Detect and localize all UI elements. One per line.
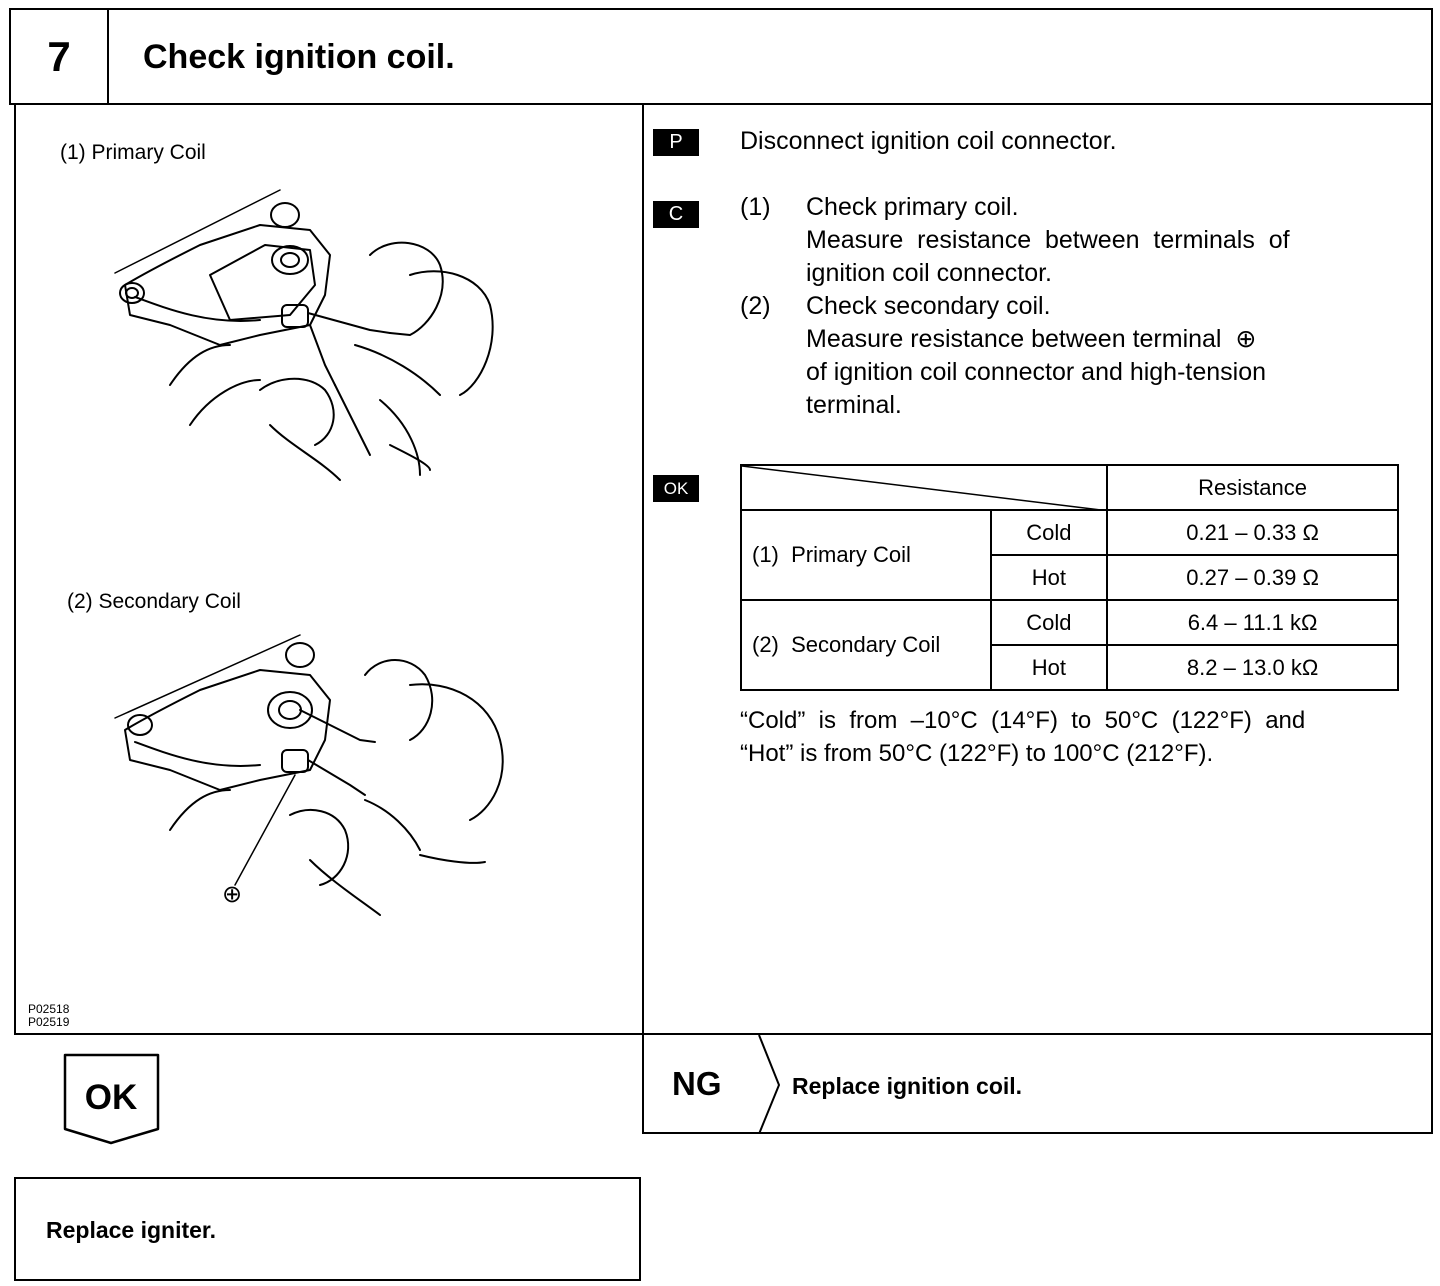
ok-badge: OK — [653, 475, 699, 502]
row-label: (2) Secondary Coil — [741, 600, 991, 690]
step-line: of ignition coil connector and high-tension — [806, 358, 1267, 386]
ok-action-text: Replace igniter. — [46, 1217, 217, 1243]
p-badge: P — [653, 129, 699, 156]
value-cell: 8.2 – 13.0 kΩ — [1107, 645, 1398, 690]
temperature-note: “Cold” is from –10°C (14°F) to 50°C (122°F) and — [740, 707, 1306, 734]
secondary-coil-label: (2) Secondary Coil — [67, 590, 241, 613]
ok-result-label: OK — [84, 1078, 138, 1117]
c-badge: C — [653, 201, 699, 228]
value-cell: 0.21 – 0.33 Ω — [1107, 510, 1398, 555]
primary-coil-label: (1) Primary Coil — [60, 141, 206, 164]
secondary-coil-illustration — [110, 630, 540, 930]
figure-code: P02519 — [28, 1015, 70, 1029]
resistance-table — [740, 464, 1399, 691]
ng-result-label: NG — [672, 1065, 722, 1102]
p-instruction: Disconnect ignition coil connector. — [740, 127, 1117, 155]
row-label: (1) Primary Coil — [741, 510, 991, 600]
step-title-box — [107, 8, 1433, 105]
table-header-resistance: Resistance — [1107, 465, 1398, 510]
step-number: 7 — [47, 32, 71, 80]
step-num: (2) — [740, 292, 771, 320]
step-line: Check secondary coil. — [806, 292, 1051, 320]
step-line: Measure resistance between terminals of — [806, 226, 1290, 254]
step-line: Measure resistance between terminal ⊕ — [806, 325, 1257, 353]
condition-cell: Cold — [991, 600, 1108, 645]
step-title: Check ignition coil. — [143, 38, 455, 76]
condition-cell: Cold — [991, 510, 1108, 555]
primary-coil-illustration — [110, 185, 540, 485]
step-line: Check primary coil. — [806, 193, 1019, 221]
value-cell: 6.4 – 11.1 kΩ — [1107, 600, 1398, 645]
figure-code: P02518 — [28, 1002, 70, 1016]
ng-arrow-divider — [754, 1035, 784, 1134]
ok-action-box — [14, 1177, 641, 1281]
condition-cell: Hot — [991, 645, 1108, 690]
ng-action-box — [642, 1033, 1433, 1134]
temperature-note: “Hot” is from 50°C (122°F) to 100°C (212°F). — [740, 740, 1214, 767]
table-row — [741, 600, 1398, 645]
diagonal-line — [742, 466, 1109, 511]
step-num: (1) — [740, 193, 771, 221]
table-row — [741, 510, 1398, 555]
condition-cell: Hot — [991, 555, 1108, 600]
positive-terminal-symbol: ⊕ — [222, 881, 243, 908]
value-cell: 0.27 – 0.39 Ω — [1107, 555, 1398, 600]
step-number-box — [9, 8, 109, 105]
step-line: terminal. — [806, 391, 902, 419]
table-corner-cell — [741, 465, 1107, 510]
ng-action-text: Replace ignition coil. — [792, 1073, 1023, 1099]
step-line: ignition coil connector. — [806, 259, 1052, 287]
